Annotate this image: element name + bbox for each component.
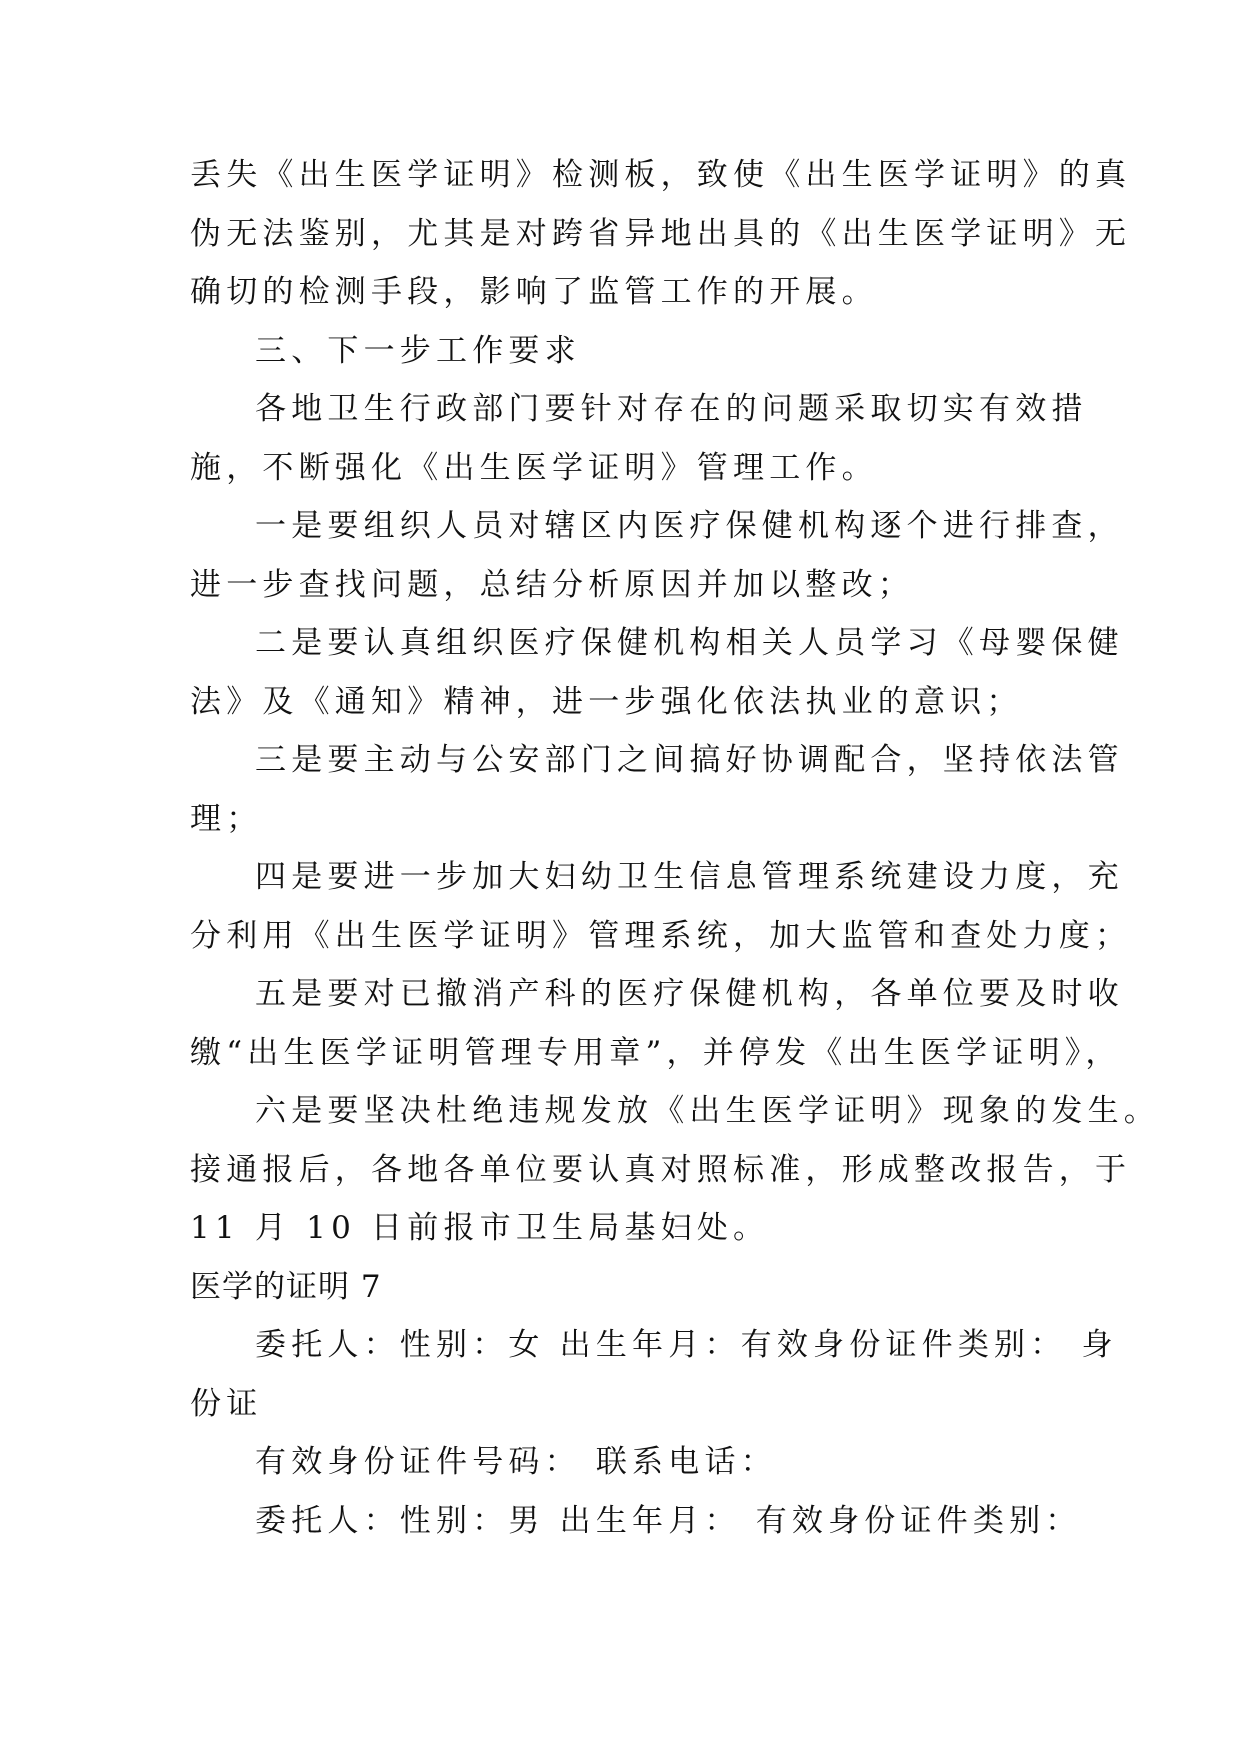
paragraph-line: 三是要主动与公安部门之间搞好协调配合，坚持依法管 <box>255 742 1124 778</box>
paragraph-line: 法》及《通知》精神，进一步强化依法执业的意识； <box>190 683 1023 720</box>
paragraph-line: 五是要对已撤消产科的医疗保健机构，各单位要及时收 <box>255 976 1124 1012</box>
paragraph-line: 缴“出生医学证明管理专用章”，并停发《出生医学证明》， <box>190 1034 1122 1071</box>
paragraph-line: 份证 <box>190 1385 263 1422</box>
paragraph-line: 施，不断强化《出生医学证明》管理工作。 <box>190 449 878 486</box>
paragraph-line: 各地卫生行政部门要针对存在的问题采取切实有效措 <box>255 391 1088 427</box>
paragraph-line: 委托人：性别：男 出生年月： 有效身份证件类别： <box>255 1502 1082 1539</box>
paragraph-line: 一是要组织人员对辖区内医疗保健机构逐个进行排查， <box>255 508 1124 544</box>
paragraph-line: 二是要认真组织医疗保健机构相关人员学习《母婴保健 <box>255 625 1124 661</box>
paragraph-line: 丢失《出生医学证明》检测板，致使《出生医学证明》的真 <box>190 157 1132 193</box>
paragraph-line: 委托人：性别：女 出生年月：有效身份证件类别： 身 <box>255 1327 1118 1363</box>
document-title: 医学的证明 7 <box>190 1268 382 1305</box>
paragraph-line: 确切的检测手段，影响了监管工作的开展。 <box>190 274 878 310</box>
paragraph-line: 分利用《出生医学证明》管理系统，加大监管和查处力度； <box>190 917 1132 954</box>
paragraph-line: 接通报后，各地各单位要认真对照标准，形成整改报告，于 <box>190 1151 1132 1188</box>
paragraph-line: 伪无法鉴别，尤其是对跨省异地出具的《出生医学证明》无 <box>190 215 1132 252</box>
paragraph-line: 有效身份证件号码： 联系电话： <box>255 1444 777 1480</box>
paragraph-line: 四是要进一步加大妇幼卫生信息管理系统建设力度，充 <box>255 859 1124 895</box>
paragraph-line: 理； <box>190 800 263 837</box>
paragraph-line: 11 月 10 日前报市卫生局基妇处。 <box>190 1210 770 1246</box>
paragraph-line: 六是要坚决杜绝违规发放《出生医学证明》现象的发生。 <box>255 1093 1160 1129</box>
paragraph-line: 进一步查找问题，总结分析原因并加以整改； <box>190 566 914 603</box>
section-heading: 三、下一步工作要求 <box>255 332 581 369</box>
document-body <box>190 157 1160 1564</box>
